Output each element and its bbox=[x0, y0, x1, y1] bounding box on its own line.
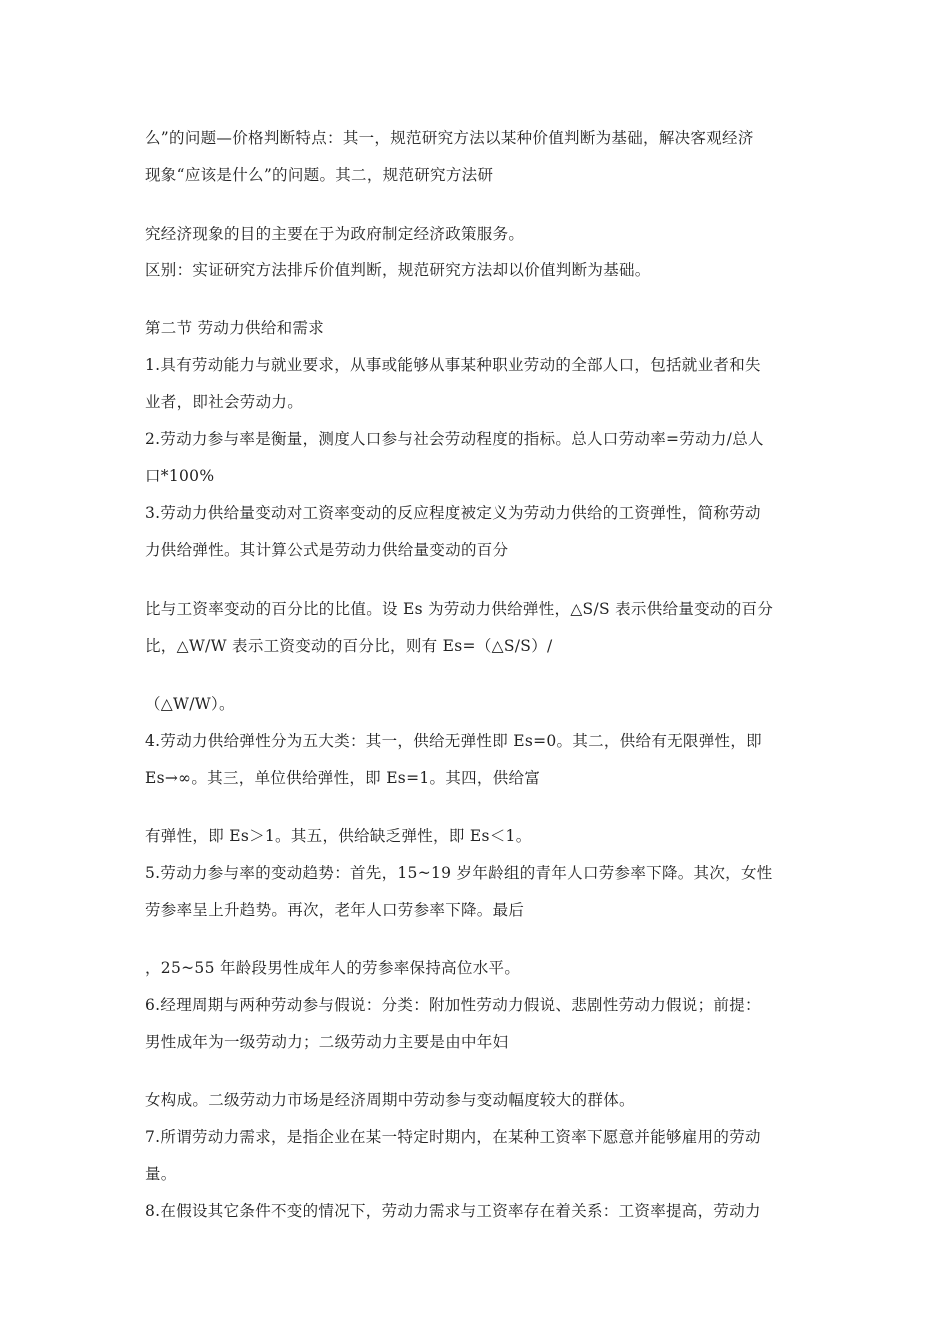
text-line: 现象“应该是什么”的问题。其二，规范研究方法研 bbox=[145, 166, 494, 184]
text-line: 劳参率呈上升趋势。再次，老年人口劳参率下降。最后 bbox=[145, 901, 525, 919]
text-line: 量。 bbox=[145, 1165, 177, 1183]
text-line: 力供给弹性。其计算公式是劳动力供给量变动的百分 bbox=[145, 541, 509, 559]
text-line: ，25~55 年龄段男性成年人的劳参率保持高位水平。 bbox=[145, 959, 521, 977]
text-line: （△W/W）。 bbox=[145, 695, 235, 713]
text-line: 有弹性，即 Es＞1。其五，供给缺乏弹性，即 Es＜1。 bbox=[145, 827, 532, 845]
text-line: 6.经理周期与两种劳动参与假说：分类：附加性劳动力假说、悲剧性劳动力假说；前提： bbox=[145, 996, 761, 1014]
text-line: 1.具有劳动能力与就业要求，从事或能够从事某种职业劳动的全部人口，包括就业者和失 bbox=[145, 356, 761, 374]
section-heading: 第二节 劳动力供给和需求 bbox=[145, 319, 325, 337]
text-line: 男性成年为一级劳动力；二级劳动力主要是由中年妇 bbox=[145, 1033, 509, 1051]
text-line: 么”的问题—价格判断特点：其一，规范研究方法以某种价值判断为基础，解决客观经济 bbox=[145, 129, 754, 147]
text-line: 究经济现象的目的主要在于为政府制定经济政策服务。 bbox=[145, 225, 525, 243]
text-line: 8.在假设其它条件不变的情况下，劳动力需求与工资率存在着关系：工资率提高，劳动力 bbox=[145, 1202, 761, 1220]
text-line: Es→∞。其三，单位供给弹性，即 Es=1。其四，供给富 bbox=[145, 769, 541, 787]
text-line: 7.所谓劳动力需求，是指企业在某一特定时期内，在某种工资率下愿意并能够雇用的劳动 bbox=[145, 1128, 761, 1146]
text-line: 比，△W/W 表示工资变动的百分比，则有 Es=（△S/S）/ bbox=[145, 637, 553, 655]
text-line: 3.劳动力供给量变动对工资率变动的反应程度被定义为劳动力供给的工资弹性，简称劳动 bbox=[145, 504, 761, 522]
text-line: 业者，即社会劳动力。 bbox=[145, 393, 304, 411]
text-line: 4.劳动力供给弹性分为五大类：其一，供给无弹性即 Es=0。其二，供给有无限弹性，即 bbox=[145, 732, 762, 750]
text-line: 区别：实证研究方法排斥价值判断，规范研究方法却以价值判断为基础。 bbox=[145, 261, 651, 279]
text-line: 女构成。二级劳动力市场是经济周期中劳动参与变动幅度较大的群体。 bbox=[145, 1091, 635, 1109]
text-line: 比与工资率变动的百分比的比值。设 Es 为劳动力供给弹性，△S/S 表示供给量变动的百分 bbox=[145, 600, 774, 618]
text-line: 口*100% bbox=[145, 467, 215, 485]
text-line: 2.劳动力参与率是衡量，测度人口参与社会劳动程度的指标。总人口劳动率=劳动力/总人 bbox=[145, 430, 764, 448]
text-line: 5.劳动力参与率的变动趋势：首先，15~19 岁年龄组的青年人口劳参率下降。其次，女性 bbox=[145, 864, 773, 882]
